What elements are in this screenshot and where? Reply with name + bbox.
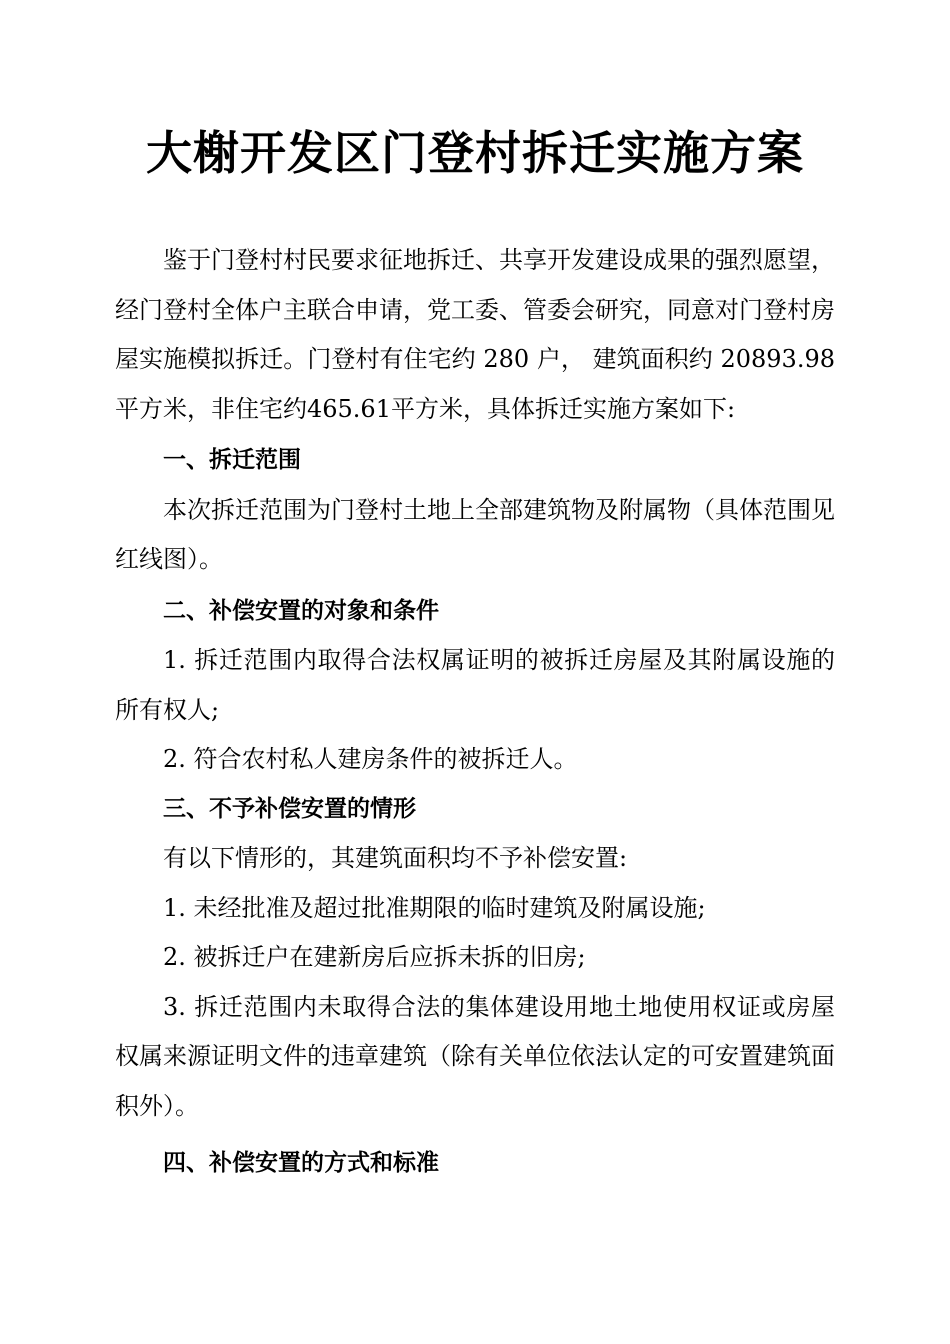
section-compensation: [115, 1139, 835, 1189]
section-exclusions: [115, 785, 835, 1132]
section-heading: 三、不予补偿安置的情形: [163, 795, 416, 822]
section-paragraph: 有以下情形的，其建筑面积均不予补偿安置:: [163, 844, 628, 872]
intro-paragraph: 鉴于门登村村民要求征地拆迁、共享开发建设成果的强烈愿望，经门登村全体户主联合申请，党工委、管委会研究，同意对门登村房屋实施模拟拆迁。门登村有住宅约 280 户， 建筑面积约 20893.98平方米，非住宅约465.61平方米，具体拆迁实施方案如下:: [115, 246, 835, 423]
section-paragraph: 2. 被拆迁户在建新房后应拆未拆的旧房;: [163, 943, 586, 971]
document-body: [115, 236, 835, 1189]
document-title: 大榭开发区门登村拆迁实施方案: [146, 126, 804, 180]
section-paragraph: 1. 拆迁范围内取得合法权属证明的被拆迁房屋及其附属设施的所有权人;: [115, 646, 835, 724]
section-paragraph: 1. 未经批准及超过批准期限的临时建筑及附属设施;: [163, 893, 706, 922]
section-heading: 一、拆迁范围: [163, 447, 301, 473]
section-paragraph: 3. 拆迁范围内未取得合法的集体建设用地土地使用权证或房屋权属来源证明文件的违章建筑（除有关单位依法认定的可安置建筑面积外）。: [115, 992, 835, 1120]
section-paragraph: 本次拆迁范围为门登村土地上全部建筑物及附属物（具体范围见红线图）。: [115, 495, 835, 573]
section-scope: [115, 436, 835, 585]
section-heading: 二、补偿安置的对象和条件: [163, 597, 439, 624]
section-heading: 四、补偿安置的方式和标准: [163, 1150, 439, 1176]
section-paragraph: 2. 符合农村私人建房条件的被拆迁人。: [163, 745, 578, 773]
section-eligibility: [115, 587, 835, 785]
